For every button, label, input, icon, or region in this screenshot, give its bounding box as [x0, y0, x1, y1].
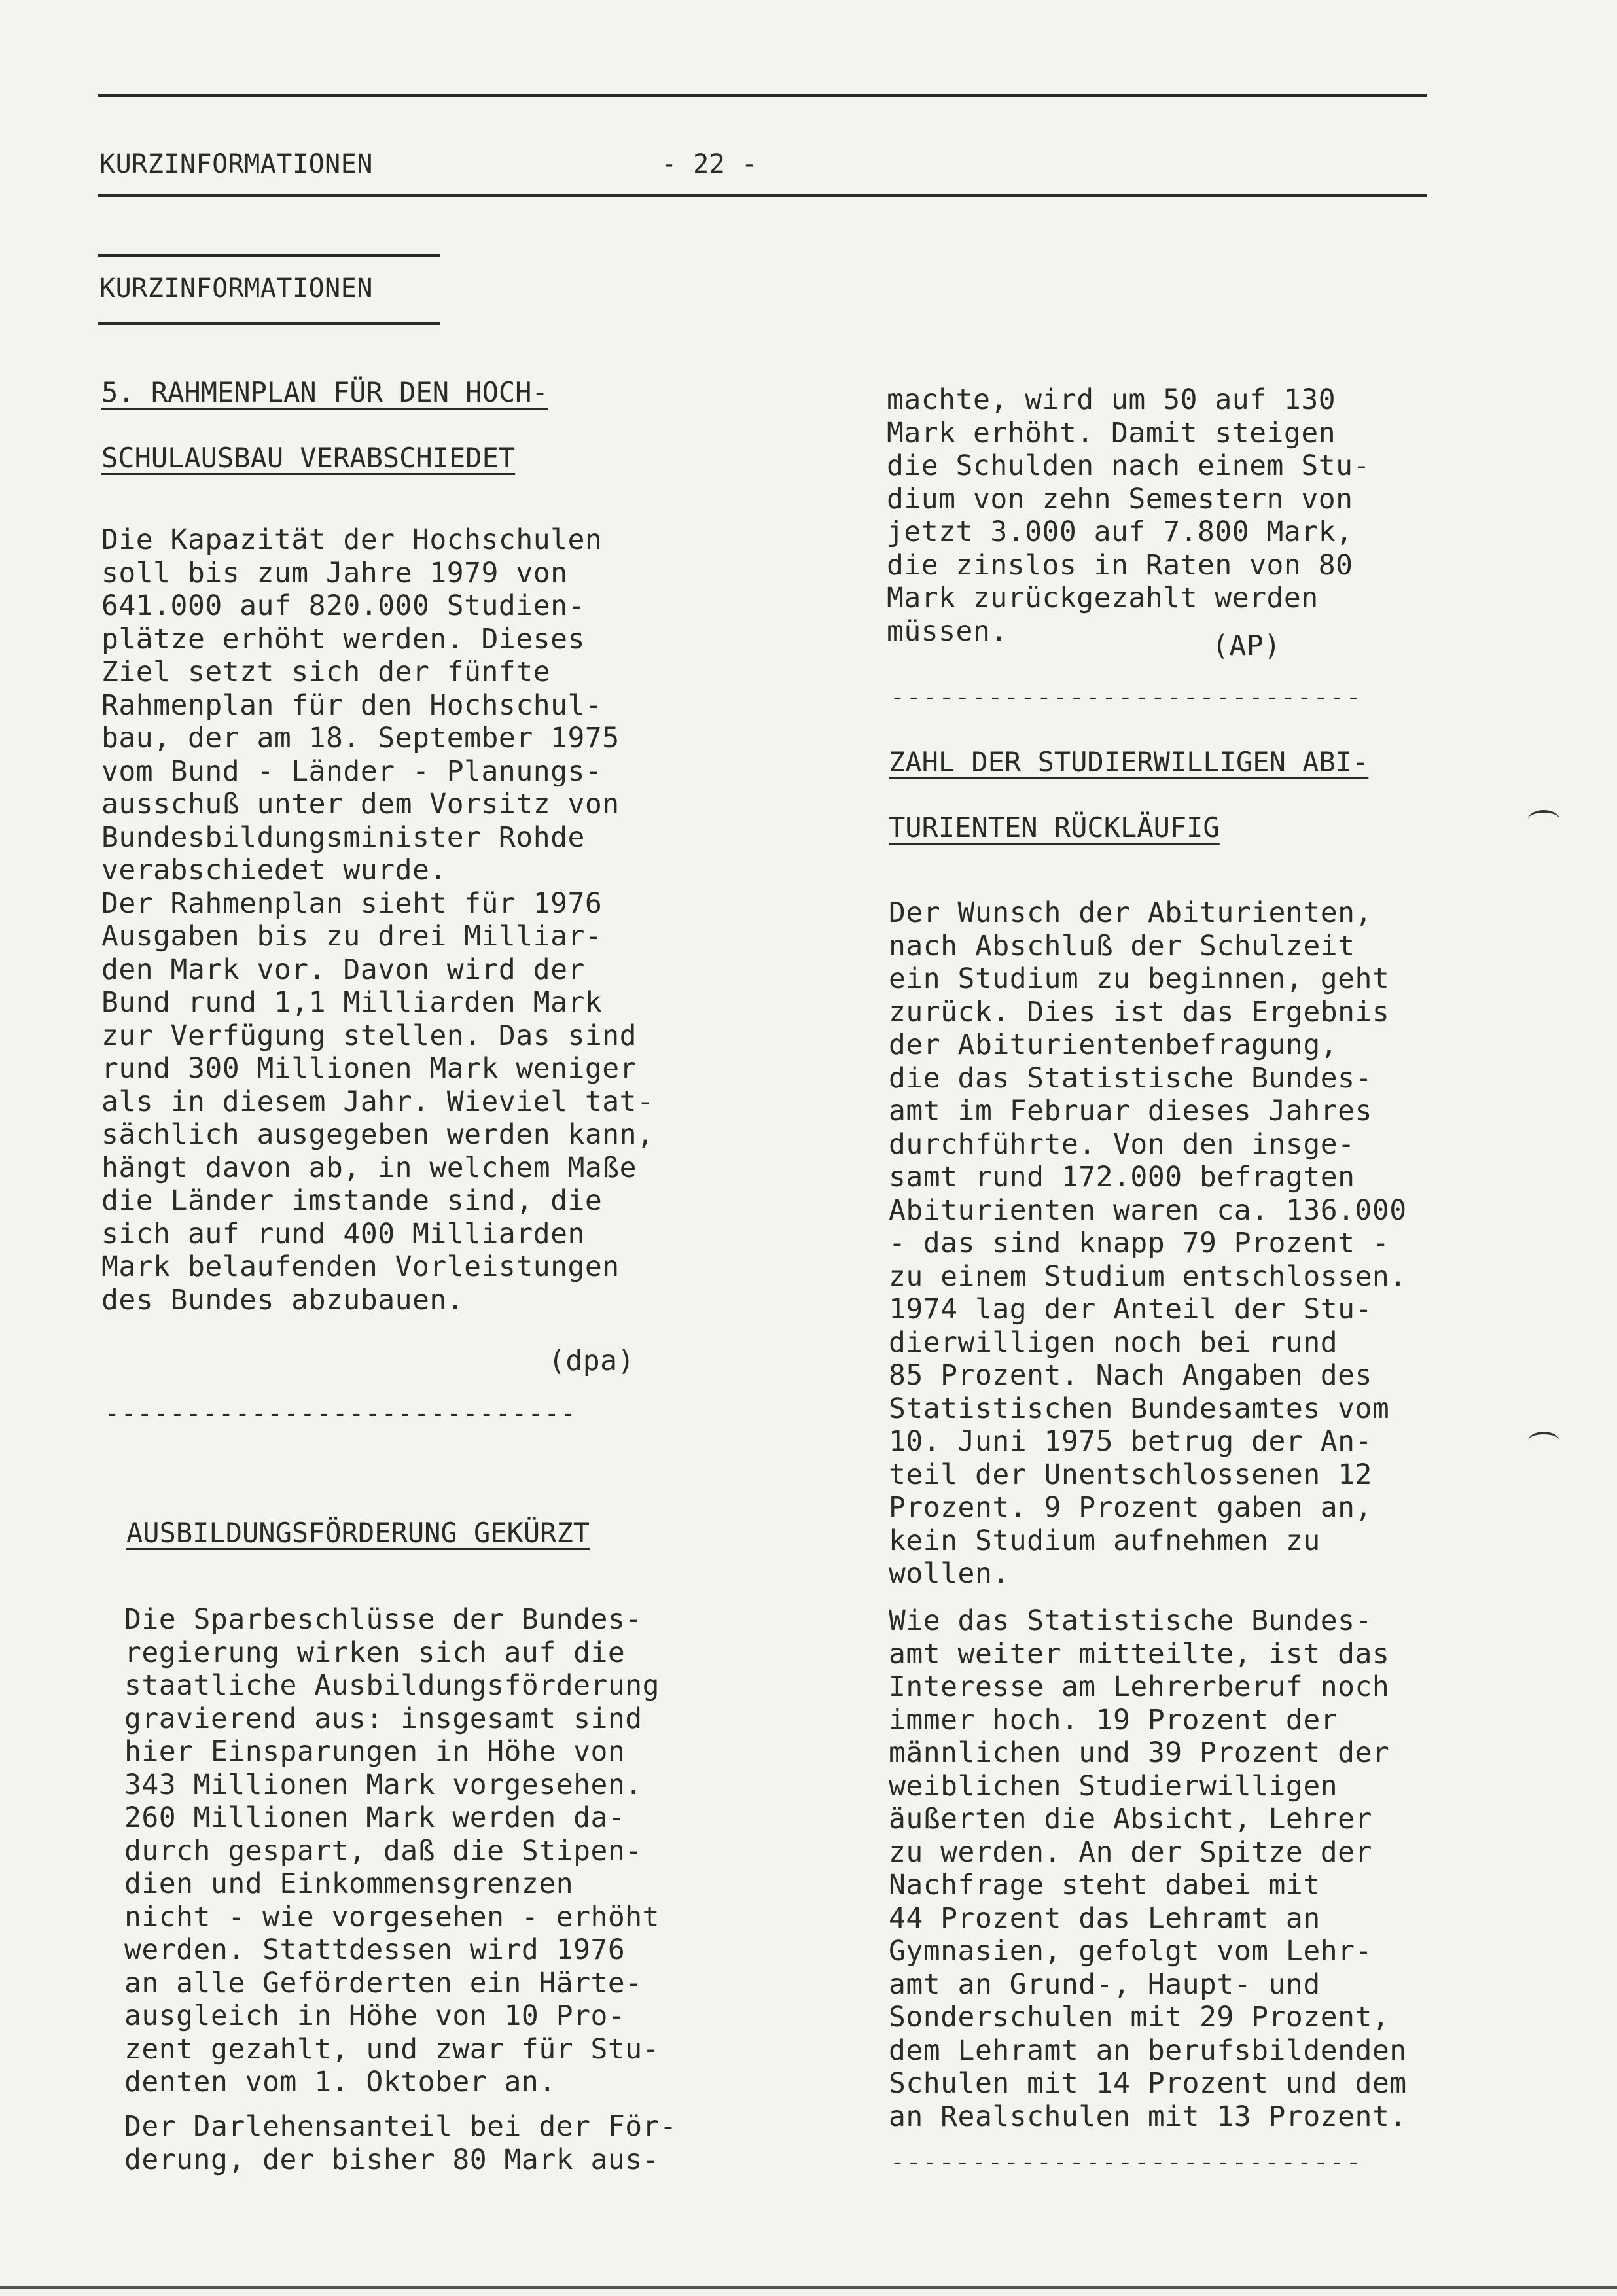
text-line: dierwilligen noch bei rund [889, 1326, 1338, 1359]
text-line: Mark zurückgezahlt werden [887, 582, 1319, 614]
text-line: bau, der am 18. September 1975 [101, 722, 620, 754]
text-line: der Abiturientenbefragung, [889, 1029, 1338, 1061]
text-line: machte, wird um 50 auf 130 [887, 383, 1336, 416]
text-line: verabschiedet wurde. [101, 854, 447, 887]
text-line: Wie das Statistische Bundes- [889, 1604, 1372, 1637]
article-ausbildung-heading: AUSBILDUNGSFÖRDERUNG GEKÜRZT [126, 1517, 590, 1549]
text-line: Gymnasien, gefolgt vom Lehr- [889, 1935, 1372, 1968]
separator-rahmenplan: ----------------------------- [105, 1399, 577, 1428]
article-rahmenplan-heading-2: SCHULAUSBAU VERABSCHIEDET [101, 442, 516, 474]
text-line: 343 Millionen Mark vorgesehen. [124, 1768, 643, 1801]
text-line: 1974 lag der Anteil der Stu- [889, 1293, 1372, 1326]
separator-ausbildung: ----------------------------- [890, 682, 1362, 711]
text-line: gravierend aus: insgesamt sind [124, 1702, 643, 1735]
text-line: Der Rahmenplan sieht für 1976 [101, 887, 603, 920]
text-line: nicht - wie vorgesehen - erhöht [124, 1900, 660, 1934]
text-line: nach Abschluß der Schulzeit [889, 929, 1355, 963]
text-line: teil der Unentschlossenen 12 [889, 1458, 1372, 1491]
text-line: werden. Stattdessen wird 1976 [124, 1934, 626, 1966]
section-label-bottom-rule [98, 322, 440, 325]
text-line: die Schulden nach einem Stu- [887, 450, 1370, 482]
text-line: zu werden. An der Spitze der [889, 1835, 1372, 1869]
text-line: Die Kapazität der Hochschulen [101, 523, 603, 556]
text-line: kein Studium aufnehmen zu [889, 1524, 1321, 1557]
text-line: Nachfrage steht dabei mit [889, 1869, 1321, 1901]
article-ausbildung-source: (AP) [1212, 629, 1281, 662]
text-line: 44 Prozent das Lehramt an [889, 1901, 1321, 1935]
text-line: - das sind knapp 79 Prozent - [889, 1227, 1390, 1260]
text-line: weiblichen Studierwilligen [889, 1769, 1338, 1803]
text-line: Mark belaufenden Vorleistungen [101, 1250, 620, 1283]
text-line: hier Einsparungen in Höhe von [124, 1735, 626, 1768]
text-line: Der Darlehensanteil bei der För- [124, 2110, 677, 2143]
text-line: die Länder imstande sind, die [101, 1184, 603, 1217]
text-line: vom Bund - Länder - Planungs- [101, 754, 603, 788]
article-abiturienten-paragraph-1 [889, 896, 1407, 1591]
text-line: Sonderschulen mit 29 Prozent, [889, 2001, 1390, 2034]
header-top-rule [98, 94, 1427, 97]
text-line: amt im Februar dieses Jahres [889, 1095, 1372, 1127]
text-line: dien und Einkommensgrenzen [124, 1867, 574, 1900]
article-abiturienten-heading-1: ZAHL DER STUDIERWILLIGEN ABI- [889, 746, 1369, 778]
text-line: staatliche Ausbildungsförderung [124, 1669, 660, 1702]
text-line: die zinslos in Raten von 80 [887, 548, 1353, 582]
text-line: Bundesbildungsminister Rohde [101, 821, 585, 854]
text-line: plätze erhöht werden. Dieses [101, 622, 585, 656]
text-line: amt an Grund-, Haupt- und [889, 1968, 1321, 2001]
section-label-top-rule [98, 254, 440, 257]
text-line: wollen. [889, 1557, 1010, 1590]
text-line: die das Statistische Bundes- [889, 1061, 1372, 1095]
text-line: rund 300 Millionen Mark weniger [101, 1052, 637, 1085]
text-line: ausschuß unter dem Vorsitz von [101, 788, 620, 821]
text-line: Bund rund 1,1 Milliarden Mark [101, 986, 603, 1019]
text-line: müssen. [887, 614, 1008, 648]
text-line: 85 Prozent. Nach Angaben des [889, 1359, 1372, 1392]
text-line: Der Wunsch der Abiturienten, [889, 896, 1372, 929]
text-line: derung, der bisher 80 Mark aus- [124, 2143, 660, 2176]
text-line: sächlich ausgegeben werden kann, [101, 1118, 654, 1151]
text-line: durchführte. Von den insge- [889, 1127, 1355, 1161]
text-line: an Realschulen mit 13 Prozent. [889, 2100, 1407, 2133]
article-ausbildung-paragraph-2 [124, 2110, 677, 2176]
text-line: Interesse am Lehrerberuf noch [889, 1670, 1390, 1703]
text-line: soll bis zum Jahre 1979 von [101, 556, 568, 590]
text-line: Die Sparbeschlüsse der Bundes- [124, 1603, 643, 1636]
text-line: Rahmenplan für den Hochschul- [101, 688, 603, 722]
text-line: jetzt 3.000 auf 7.800 Mark, [887, 516, 1353, 548]
article-rahmenplan-heading-1: 5. RAHMENPLAN FÜR DEN HOCH- [101, 376, 548, 408]
text-line: zu einem Studium entschlossen. [889, 1260, 1407, 1293]
article-rahmenplan-body [101, 523, 654, 1316]
section-label: KURZINFORMATIONEN [99, 274, 373, 304]
article-ausbildung-paragraph-1 [124, 1603, 660, 2099]
article-abiturienten-heading-2: TURIENTEN RÜCKLÄUFIG [889, 811, 1220, 843]
page-number: - 22 - [661, 149, 758, 179]
text-line: zent gezahlt, und zwar für Stu- [124, 2032, 660, 2066]
text-line: an alle Geförderten ein Härte- [124, 1966, 643, 2000]
punch-hole-mark [1528, 1432, 1559, 1450]
text-line: Statistischen Bundesamtes vom [889, 1392, 1390, 1425]
text-line: als in diesem Jahr. Wieviel tat- [101, 1085, 654, 1118]
text-line: durch gespart, daß die Stipen- [124, 1834, 643, 1867]
header-bottom-rule [98, 194, 1427, 197]
text-line: hängt davon ab, in welchem Maße [101, 1151, 637, 1184]
article-rahmenplan-source: (dpa) [548, 1345, 635, 1377]
text-line: ein Studium zu beginnen, geht [889, 963, 1390, 995]
text-line: sich auf rund 400 Milliarden [101, 1217, 585, 1250]
text-line: des Bundes abzubauen. [101, 1283, 465, 1316]
article-abiturienten-paragraph-2 [889, 1604, 1407, 2133]
separator-abiturienten: ----------------------------- [890, 2147, 1362, 2176]
article-ausbildung-continuation [887, 383, 1370, 648]
text-line: Mark erhöht. Damit steigen [887, 416, 1336, 450]
text-line: dem Lehramt an berufsbildenden [889, 2034, 1407, 2067]
header-title: KURZINFORMATIONEN [99, 149, 373, 179]
text-line: samt rund 172.000 befragten [889, 1161, 1355, 1193]
text-line: zur Verfügung stellen. Das sind [101, 1019, 637, 1052]
text-line: immer hoch. 19 Prozent der [889, 1703, 1338, 1737]
punch-hole-mark [1528, 810, 1559, 828]
text-line: Abiturienten waren ca. 136.000 [889, 1193, 1407, 1227]
text-line: denten vom 1. Oktober an. [124, 2066, 556, 2098]
text-line: Schulen mit 14 Prozent und dem [889, 2067, 1407, 2100]
text-line: ausgleich in Höhe von 10 Pro- [124, 2000, 626, 2032]
text-line: zurück. Dies ist das Ergebnis [889, 995, 1390, 1029]
text-line: Ausgaben bis zu drei Milliar- [101, 920, 603, 953]
text-line: 641.000 auf 820.000 Studien- [101, 590, 585, 622]
page-bottom-edge [0, 2286, 1617, 2289]
text-line: Prozent. 9 Prozent gaben an, [889, 1491, 1372, 1524]
text-line: 260 Millionen Mark werden da- [124, 1801, 626, 1834]
text-line: männlichen und 39 Prozent der [889, 1737, 1390, 1769]
text-line: amt weiter mitteilte, ist das [889, 1637, 1390, 1670]
text-line: äußerten die Absicht, Lehrer [889, 1803, 1372, 1835]
text-line: dium von zehn Semestern von [887, 482, 1353, 516]
text-line: regierung wirken sich auf die [124, 1636, 626, 1669]
text-line: Ziel setzt sich der fünfte [101, 656, 551, 688]
text-line: den Mark vor. Davon wird der [101, 953, 585, 986]
text-line: 10. Juni 1975 betrug der An- [889, 1425, 1372, 1458]
